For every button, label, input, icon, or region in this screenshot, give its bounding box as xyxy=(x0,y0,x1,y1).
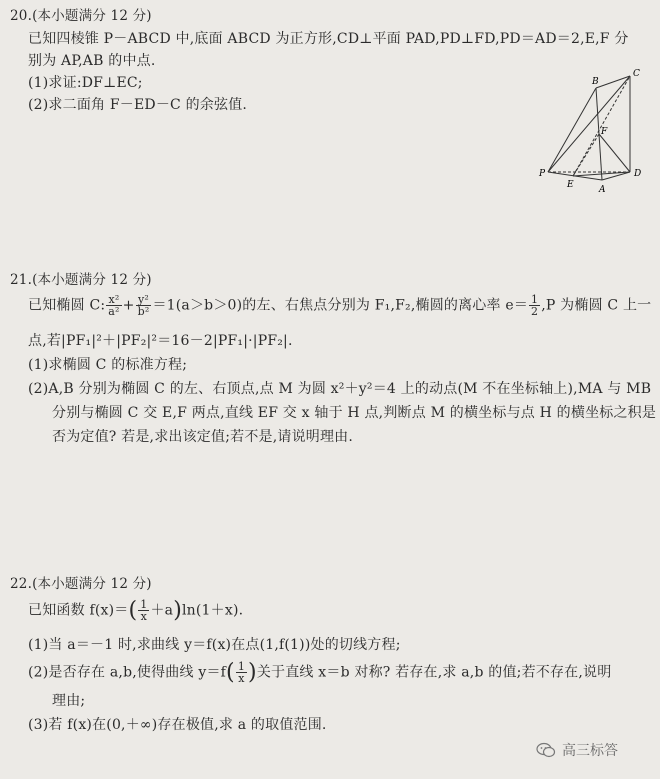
label-E: E xyxy=(567,180,574,190)
q22-text-a: 已知函数 f(x)＝ xyxy=(28,602,129,619)
q22-header: 22.(本小题满分 12 分) xyxy=(10,576,152,592)
pyramid-figure xyxy=(530,68,652,203)
q22-part1: (1)当 a＝－1 时,求曲线 y＝f(x)在点(1,f(1))处的切线方程; xyxy=(28,637,401,653)
label-P: P xyxy=(539,169,546,179)
q21-frac-x: $\frac{\text{x²}}{\text{a²}}$ xyxy=(108,293,120,318)
q20-part2: (2)求二面角 F－ED－C 的余弦值. xyxy=(28,97,248,113)
label-C: C xyxy=(633,69,640,79)
watermark-text: 高三标答 xyxy=(562,743,618,759)
q22-p2-text-b: 关于直线 x＝b 对称? 若存在,求 a,b 的值;若不存在,说明 xyxy=(256,664,612,681)
q20-header: 20.(本小题满分 12 分) xyxy=(10,8,152,24)
q21-frac-e: $\frac{1}{2}$ xyxy=(531,293,539,318)
q22-p2-text-a: (2)是否存在 a,b,使得曲线 y＝f xyxy=(28,664,227,681)
wechat-icon xyxy=(536,742,556,758)
q20-part1: (1)求证:DF⊥EC; xyxy=(28,75,143,91)
q22-part3: (3)若 f(x)在(0,＋∞)存在极值,求 a 的取值范围. xyxy=(28,717,327,733)
q21-text-b: ＝1(a＞b＞0)的左、右焦点分别为 F₁,F₂,椭圆的离心率 e＝ xyxy=(152,297,529,314)
label-A: A xyxy=(599,185,606,195)
q21-stem-line2: 点,若|PF₁|²＋|PF₂|²＝16－2|PF₁|·|PF₂|. xyxy=(28,333,293,349)
watermark xyxy=(536,740,618,760)
label-F: F xyxy=(601,127,608,137)
q21-text-a: 已知椭圆 C: xyxy=(28,297,106,314)
q21-text-c: ,P 为椭圆 C 上一 xyxy=(541,297,652,314)
q21-plus: + xyxy=(122,297,135,314)
q21-header: 21.(本小题满分 12 分) xyxy=(10,272,152,288)
q21-part2-line3: 否为定值? 若是,求出该定值;若不是,请说明理由. xyxy=(52,429,354,445)
q22-frac: $\frac{1}{x}$ xyxy=(140,598,148,623)
q22-part2-line1: (2)是否存在 a,b,使得曲线 y＝f( $\frac{1}{x}$ )关于直线 x＝b 对称? 若存在,求 a,b 的值;若不存在,说明 xyxy=(28,660,612,685)
q21-part1: (1)求椭圆 C 的标准方程; xyxy=(28,357,188,373)
q22-text-b: ＋a xyxy=(150,602,174,619)
q22-text-c: ln(1＋x). xyxy=(182,602,244,619)
q20-stem-line1: 已知四棱锥 P－ABCD 中,底面 ABCD 为正方形,CD⊥平面 PAD,PD⊥FD,PD＝AD＝2,E,F 分 xyxy=(28,31,629,47)
q21-part2-line1: (2)A,B 分别为椭圆 C 的左、右顶点,点 M 为圆 x²＋y²＝4 上的动点(M 不在坐标轴上),MA 与 MB xyxy=(28,381,652,397)
label-B: B xyxy=(592,77,599,87)
q21-frac-y: $\frac{\text{y²}}{\text{b²}}$ xyxy=(137,293,150,318)
label-D: D xyxy=(634,169,642,179)
q22-part2-line2: 理由; xyxy=(52,693,86,709)
q21-stem-line1 xyxy=(28,294,651,317)
q21-part2-line2: 分别与椭圆 C 交 E,F 两点,直线 EF 交 x 轴于 H 点,判断点 M 的横坐标与点 H 的横坐标之积是 xyxy=(52,405,657,421)
q22-stem-line1: 已知函数 f(x)＝( $\frac{1}{x}$ ＋a)ln(1＋x). xyxy=(28,598,244,623)
q22-p2-frac: $\frac{1}{x}$ xyxy=(237,660,246,685)
q20-stem-line2: 别为 AP,AB 的中点. xyxy=(28,53,156,69)
